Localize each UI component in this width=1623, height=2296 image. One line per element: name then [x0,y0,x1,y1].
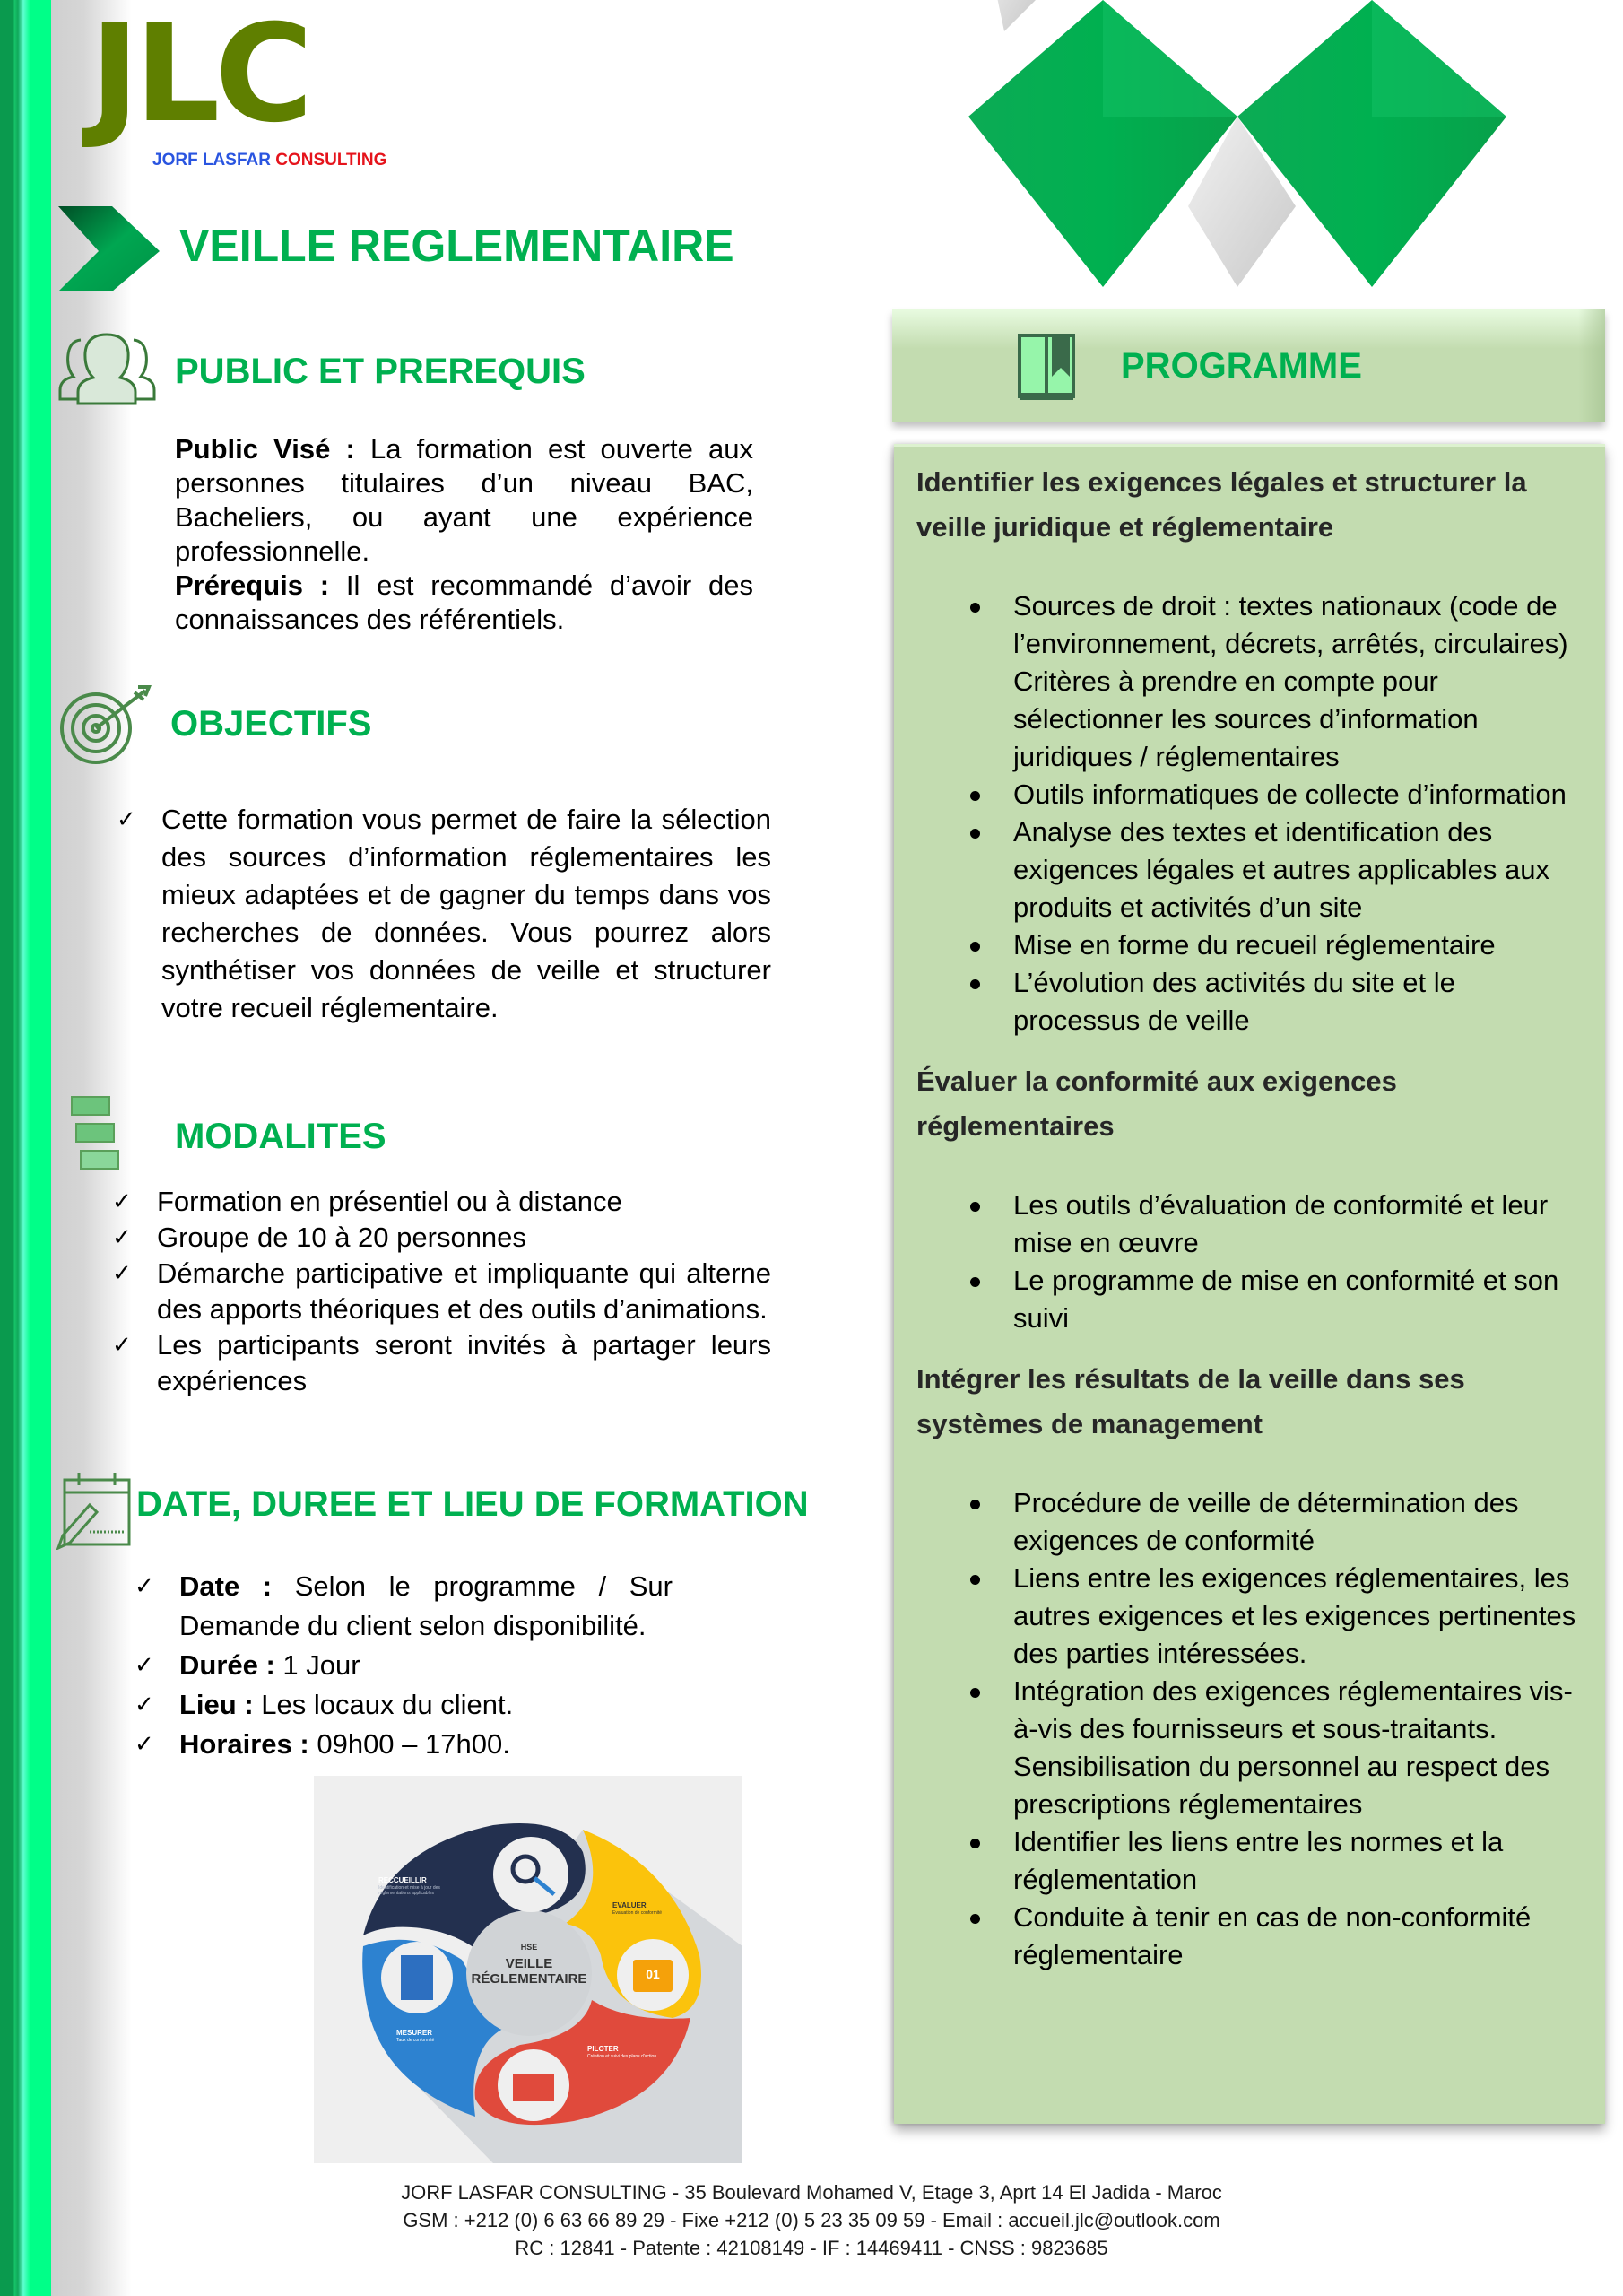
segment-desc: Identification et mise à jour des réglementations applicables [378,1885,440,1896]
left-decorative-stripe [0,0,51,2296]
veille-infographic [314,1776,742,2163]
prereq-text: Il est recommandé d’avoir des connaissances des référentiels. [175,570,753,635]
programme-module [916,1357,1589,1974]
page-title: VEILLE REGLEMENTAIRE [179,221,734,271]
date-item-date [135,1567,673,1646]
module-item: Identifier les liens entre les normes et la réglementation [916,1823,1589,1899]
segment-desc: Taux de conformité [396,2038,435,2043]
segment-title: MESURER [396,2029,433,2037]
segment-label-evaluer [612,1901,684,1916]
list-icon [58,1090,148,1175]
module-item: Conduite à tenir en cas de non-conformité réglementaire [916,1899,1589,1974]
clipboard-icon [401,1955,433,2000]
public-label: Public Visé : [175,433,355,465]
module-item: Mise en forme du recueil réglementaire [916,926,1589,964]
green-diamond-right-highlight [1372,0,1506,117]
segment-desc: Création et suivi des plans d'action [587,2054,657,2059]
date-item-horaires [135,1725,673,1764]
module-items [916,1484,1589,1974]
company-logo [90,0,412,178]
module-item: Les outils d’évaluation de conformité et leur mise en œuvre [916,1187,1589,1262]
module-item: Liens entre les exigences réglementaires, les autres exigences et les exigences pertinentes des parties intéressées. [916,1560,1589,1673]
lieu-label: Lieu : [179,1689,254,1720]
horaires-label: Horaires : [179,1728,309,1760]
horaires-value: 09h00 – 17h00. [308,1728,510,1760]
module-items [916,587,1589,1039]
footer-registration: RC : 12841 - Patente : 42108149 - IF : 14469411 - CNSS : 9823685 [515,2237,1108,2259]
footer-address: JORF LASFAR CONSULTING - 35 Boulevard Mohamed V, Etage 3, Aprt 14 El Jadida - Maroc [401,2181,1222,2204]
logo-letters: JLC [90,0,308,152]
green-diamond-left-highlight [1103,0,1237,117]
segment-title: RECCUEILLIR [378,1876,427,1884]
objectif-item: ✓ Cette formation vous permet de faire la sélection des sources d’information réglementaires les mieux adaptées et de gagner du temps dans vos recherches de données. Vous pourrez alors synthétiser vos données de veille et structurer votre recueil réglementaire. [117,801,771,1027]
users-icon [56,327,159,408]
decorative-diamonds [968,0,1623,296]
infographic-center-line1: VEILLE [505,1956,553,1971]
segment-desc: Evaluation de conformité [612,1910,663,1916]
module-item: L’évolution des activités du site et le processus de veille [916,964,1589,1039]
programme-module [916,460,1589,1039]
modalites-list [112,1184,771,1399]
programme-panel [894,444,1605,2124]
infographic-center-label [466,1943,592,1987]
module-item: Le programme de mise en conformité et son suivi [916,1262,1589,1337]
book-icon [1018,332,1076,404]
footer-contact: GSM : +212 (0) 6 63 66 89 29 - Fixe +212 (0) 5 23 35 09 59 - Email : accueil.jlc@outlook.com [403,2209,1220,2231]
modalite-item: ✓ Formation en présentiel ou à distance [112,1184,771,1220]
module-title: Évaluer la conformité aux exigences réglementaires [916,1065,1397,1142]
date-value: Selon le programme / Sur Demande du client selon disponibilité. [179,1570,673,1641]
duree-label: Durée : [179,1649,275,1681]
module-items [916,1187,1589,1337]
module-item: Analyse des textes et identification des exigences légales et autres applicables aux produits et activités d’un site [916,813,1589,926]
segment-label-reccueillir [378,1876,468,1896]
public-text: La formation est ouverte aux personnes titulaires d’un niveau BAC, Bacheliers, ou ayant une expérience professionnelle. [175,433,753,567]
public-description [175,432,753,637]
section-title-objectifs: OBJECTIFS [170,704,372,744]
infographic-hse: HSE [520,1943,538,1952]
logo-name-part2: CONSULTING [275,151,387,170]
chevron-right-icon [54,202,161,300]
segment-title: EVALUER [612,1901,647,1909]
programme-module [916,1059,1589,1337]
calendar-badge: 01 [646,1967,660,1981]
segment-label-mesurer [396,2029,466,2043]
briefcase-icon [513,2074,554,2101]
modalite-item: ✓ Les participants seront invités à partager leurs expériences [112,1327,771,1399]
module-item: Intégration des exigences réglementaires vis-à-vis des fournisseurs et sous-traitants. Sensibilisation du personnel au respect des prescriptions réglementaires [916,1673,1589,1823]
logo-company-name [152,151,386,170]
objectifs-list [117,801,771,1027]
date-item-duree [135,1646,673,1685]
logo-name-part1: JORF LASFAR [152,151,271,170]
section-title-public: PUBLIC ET PREREQUIS [175,352,586,391]
infographic-center-line2: RÉGLEMENTAIRE [471,1971,587,1987]
segment-title: PILOTER [587,2045,619,2053]
date-item-lieu [135,1685,673,1725]
modalite-item: ✓ Groupe de 10 à 20 personnes [112,1220,771,1256]
module-item: Sources de droit : textes nationaux (code de l’environnement, décrets, arrêtés, circulaires) Critères à prendre en compte pour sélectionner les sources d’information juridiques / réglementaires [916,587,1589,776]
module-item: Procédure de veille de détermination des exigences de conformité [916,1484,1589,1560]
module-title: Intégrer les résultats de la veille dans ses systèmes de management [916,1363,1465,1439]
programme-title: PROGRAMME [1121,346,1362,386]
prereq-label: Prérequis : [175,570,330,601]
target-icon [56,683,154,764]
date-list [135,1567,673,1764]
section-title-modalites: MODALITES [175,1117,386,1156]
programme-header [892,309,1605,422]
lieu-value: Les locaux du client. [253,1689,514,1720]
duree-value: 1 Jour [274,1649,360,1681]
gray-diamond-top [986,0,1036,31]
module-title: Identifier les exigences légales et structurer la veille juridique et réglementaire [916,466,1527,543]
section-title-date: DATE, DUREE ET LIEU DE FORMATION [136,1484,809,1524]
modalite-item: ✓ Démarche participative et impliquante qui alterne des apports théoriques et des outils d’animations. [112,1256,771,1327]
segment-label-piloter [587,2045,659,2059]
module-item: Outils informatiques de collecte d’information [916,776,1589,813]
calendar-pencil-icon [54,1469,135,1550]
date-label: Date : [179,1570,273,1602]
